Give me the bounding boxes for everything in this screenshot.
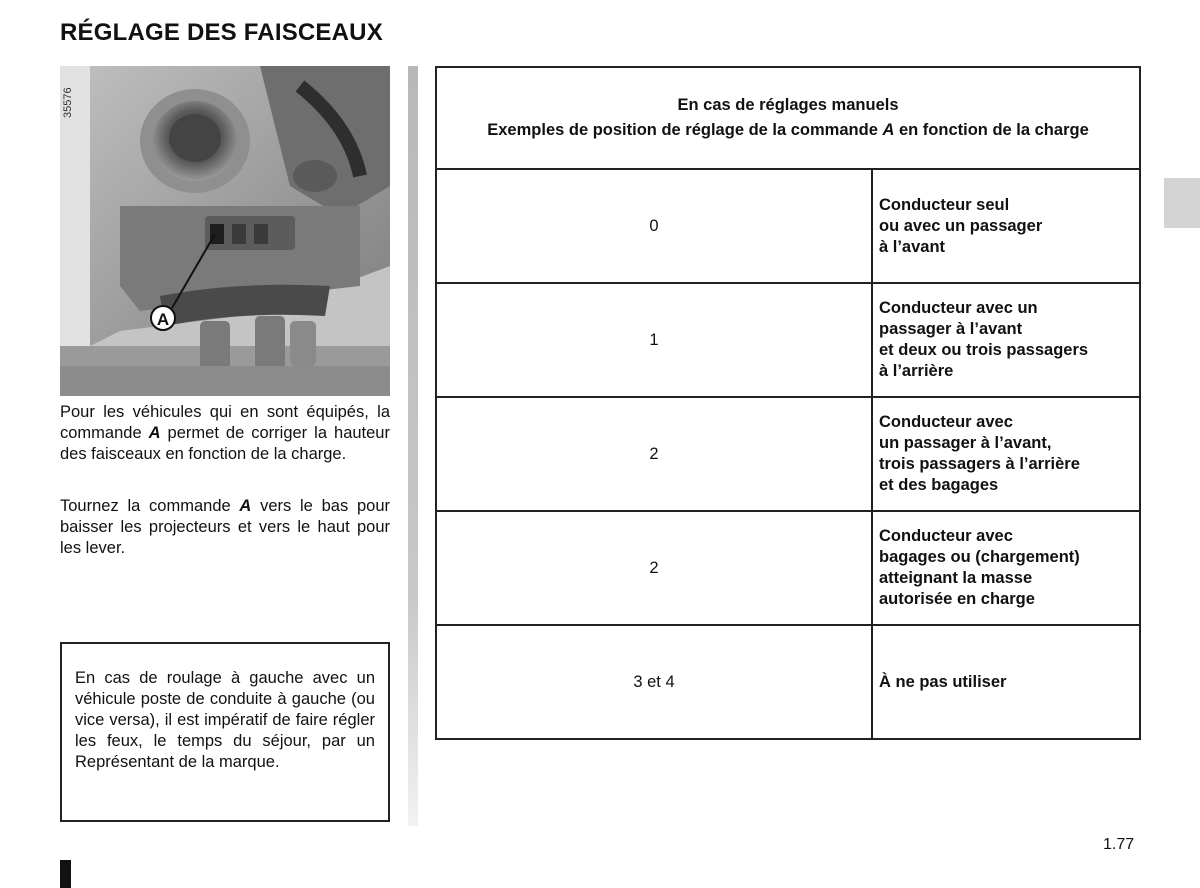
- description-line: bagages ou (chargement): [879, 548, 1080, 566]
- description-line: passager à l’avant: [879, 320, 1023, 338]
- position-cell: 1: [436, 283, 872, 397]
- description-line: Conducteur seul: [879, 195, 1010, 214]
- table-header: [436, 67, 1140, 169]
- load-settings-table: [435, 66, 1141, 740]
- description-line: autorisée en charge: [879, 590, 1035, 608]
- position-cell: 2: [436, 511, 872, 625]
- description-line: à l’arrière: [879, 362, 954, 380]
- description-line: atteignant la masse: [879, 569, 1033, 587]
- intro-p1-command-ref: A: [148, 424, 161, 442]
- description-line: À ne pas utiliser: [879, 672, 1007, 691]
- table-row: [436, 625, 1140, 739]
- table-header-line-1: En cas de réglages manuels: [677, 96, 899, 114]
- column-divider: [408, 66, 418, 826]
- load-description-cell: [872, 397, 1140, 511]
- warning-note-text: En cas de roulage à gauche avec un véhicule poste de conduite à gauche (ou vice versa), il est impératif de faire régler les feux, le temps du séjour, par un Représentant de la marque.: [75, 669, 375, 771]
- page-number: 1.77: [1103, 836, 1135, 853]
- description-line: et deux ou trois passagers: [879, 341, 1089, 359]
- intro-p2-text-a: Tournez la commande: [60, 497, 240, 515]
- load-description-cell: [872, 625, 1140, 739]
- load-description-cell: [872, 169, 1140, 283]
- description-line: un passager à l’avant,: [879, 434, 1052, 452]
- description-line: et des bagages: [879, 476, 999, 494]
- intro-p2-text-c: vers le bas pour baisser les projecteurs et vers le haut pour les lever.: [60, 497, 390, 557]
- corner-bar-marker: [60, 860, 71, 888]
- section-tab-marker: [1164, 178, 1200, 228]
- description-line: à l’avant: [879, 237, 946, 256]
- dashboard-photo: [60, 66, 390, 396]
- intro-paragraph-1: [60, 402, 390, 465]
- position-cell: 2: [436, 397, 872, 511]
- dashboard-illustration: [60, 66, 390, 396]
- callout-a-label: A: [156, 310, 170, 329]
- intro-p1-text-a: Pour les véhicules qui en sont équipés, la commande: [60, 403, 390, 442]
- description-line: Conducteur avec: [879, 413, 1013, 431]
- table-row: [436, 397, 1140, 511]
- position-cell: 3 et 4: [436, 625, 872, 739]
- intro-paragraph-2: [60, 496, 390, 559]
- description-line: ou avec un passager: [879, 216, 1043, 235]
- warning-note-box: [60, 642, 390, 822]
- figure-reference-number: [62, 72, 76, 120]
- table-row: [436, 511, 1140, 625]
- intro-p1-text-c: permet de corriger la hauteur des faisceaux en fonction de la charge.: [60, 424, 390, 463]
- table-header-row: [436, 67, 1140, 169]
- header-line-2-text-a: Exemples de position de réglage de la commande: [487, 121, 883, 139]
- description-line: trois passagers à l’arrière: [879, 455, 1080, 473]
- table-row: [436, 169, 1140, 283]
- header-line-2-text-c: en fonction de la charge: [894, 121, 1089, 139]
- intro-p2-command-ref: A: [239, 497, 252, 515]
- table-row: [436, 283, 1140, 397]
- position-cell: 0: [436, 169, 872, 283]
- page-title: RÉGLAGE DES FAISCEAUX: [60, 19, 383, 46]
- description-line: Conducteur avec un: [879, 299, 1038, 317]
- table-header-line-2: [441, 120, 1135, 141]
- header-command-ref: A: [882, 121, 895, 139]
- load-description-cell: [872, 283, 1140, 397]
- load-description-cell: [872, 511, 1140, 625]
- figure-reference-text: 35576: [62, 87, 74, 118]
- description-line: Conducteur avec: [879, 527, 1013, 545]
